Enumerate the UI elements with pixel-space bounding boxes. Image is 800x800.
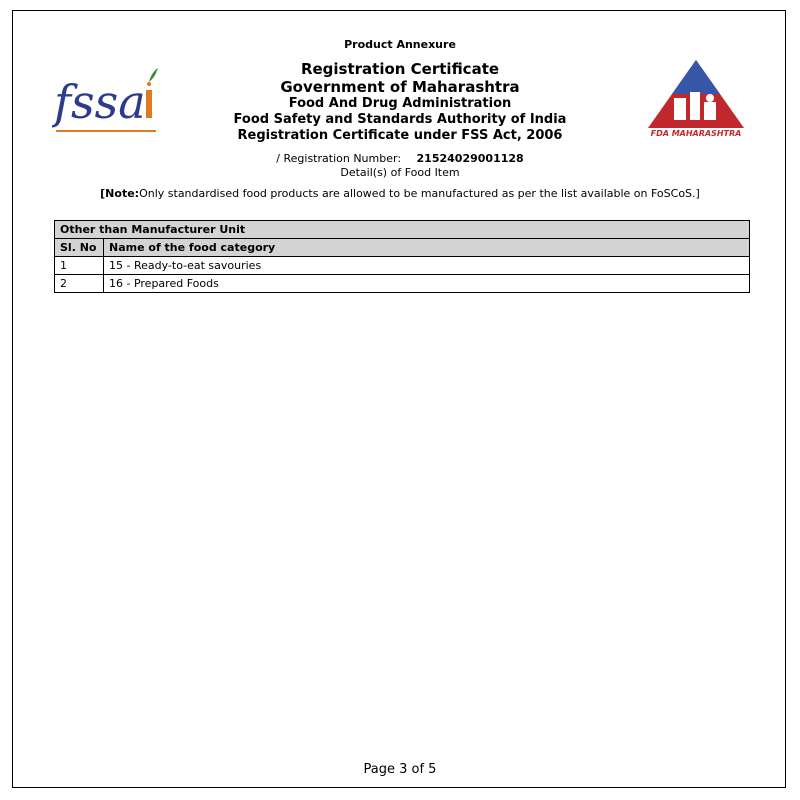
page-number: Page 3 of 5 <box>363 762 437 777</box>
annexure-heading: Product Annexure <box>344 38 456 51</box>
table-cell-sl-no: 1 <box>55 257 104 275</box>
government-name: Government of Maharashtra <box>280 78 520 96</box>
table-cell-food-category: 16 - Prepared Foods <box>104 275 750 293</box>
fda-name: Food And Drug Administration <box>288 96 512 111</box>
registration-line <box>0 152 800 165</box>
table-header-row <box>55 239 750 257</box>
note-text: Only standardised food products are allowed to be manufactured as per the list available on FoSCoS.] <box>139 187 700 200</box>
registration-number: 21524029001128 <box>416 152 524 165</box>
table-section-row <box>55 221 750 239</box>
note-line <box>0 187 800 200</box>
column-header-sl-no: Sl. No <box>55 239 104 257</box>
registration-label: / Registration Number: <box>276 152 402 165</box>
act-line: Registration Certificate under FSS Act, 2006 <box>237 128 563 143</box>
table-row <box>55 257 750 275</box>
detail-heading: Detail(s) of Food Item <box>340 166 460 179</box>
table-cell-food-category: 15 - Ready-to-eat savouries <box>104 257 750 275</box>
fssai-logo <box>52 60 162 138</box>
fssai-logo-icon <box>52 60 162 138</box>
certificate-title: Registration Certificate <box>300 60 500 78</box>
svg-text:fssa: fssa <box>54 75 146 129</box>
table-section-title: Other than Manufacturer Unit <box>55 221 750 239</box>
column-header-food-category: Name of the food category <box>104 239 750 257</box>
fda-maharashtra-logo-icon <box>646 58 746 138</box>
table-cell-sl-no: 2 <box>55 275 104 293</box>
authority-name: Food Safety and Standards Authority of India <box>233 112 567 127</box>
fda-maharashtra-logo <box>646 58 746 138</box>
certificate-title-block <box>180 60 620 144</box>
note-prefix: [Note: <box>100 187 140 200</box>
svg-text:FDA MAHARASHTRA: FDA MAHARASHTRA <box>650 129 742 138</box>
table-row <box>55 275 750 293</box>
food-category-table <box>54 220 750 293</box>
